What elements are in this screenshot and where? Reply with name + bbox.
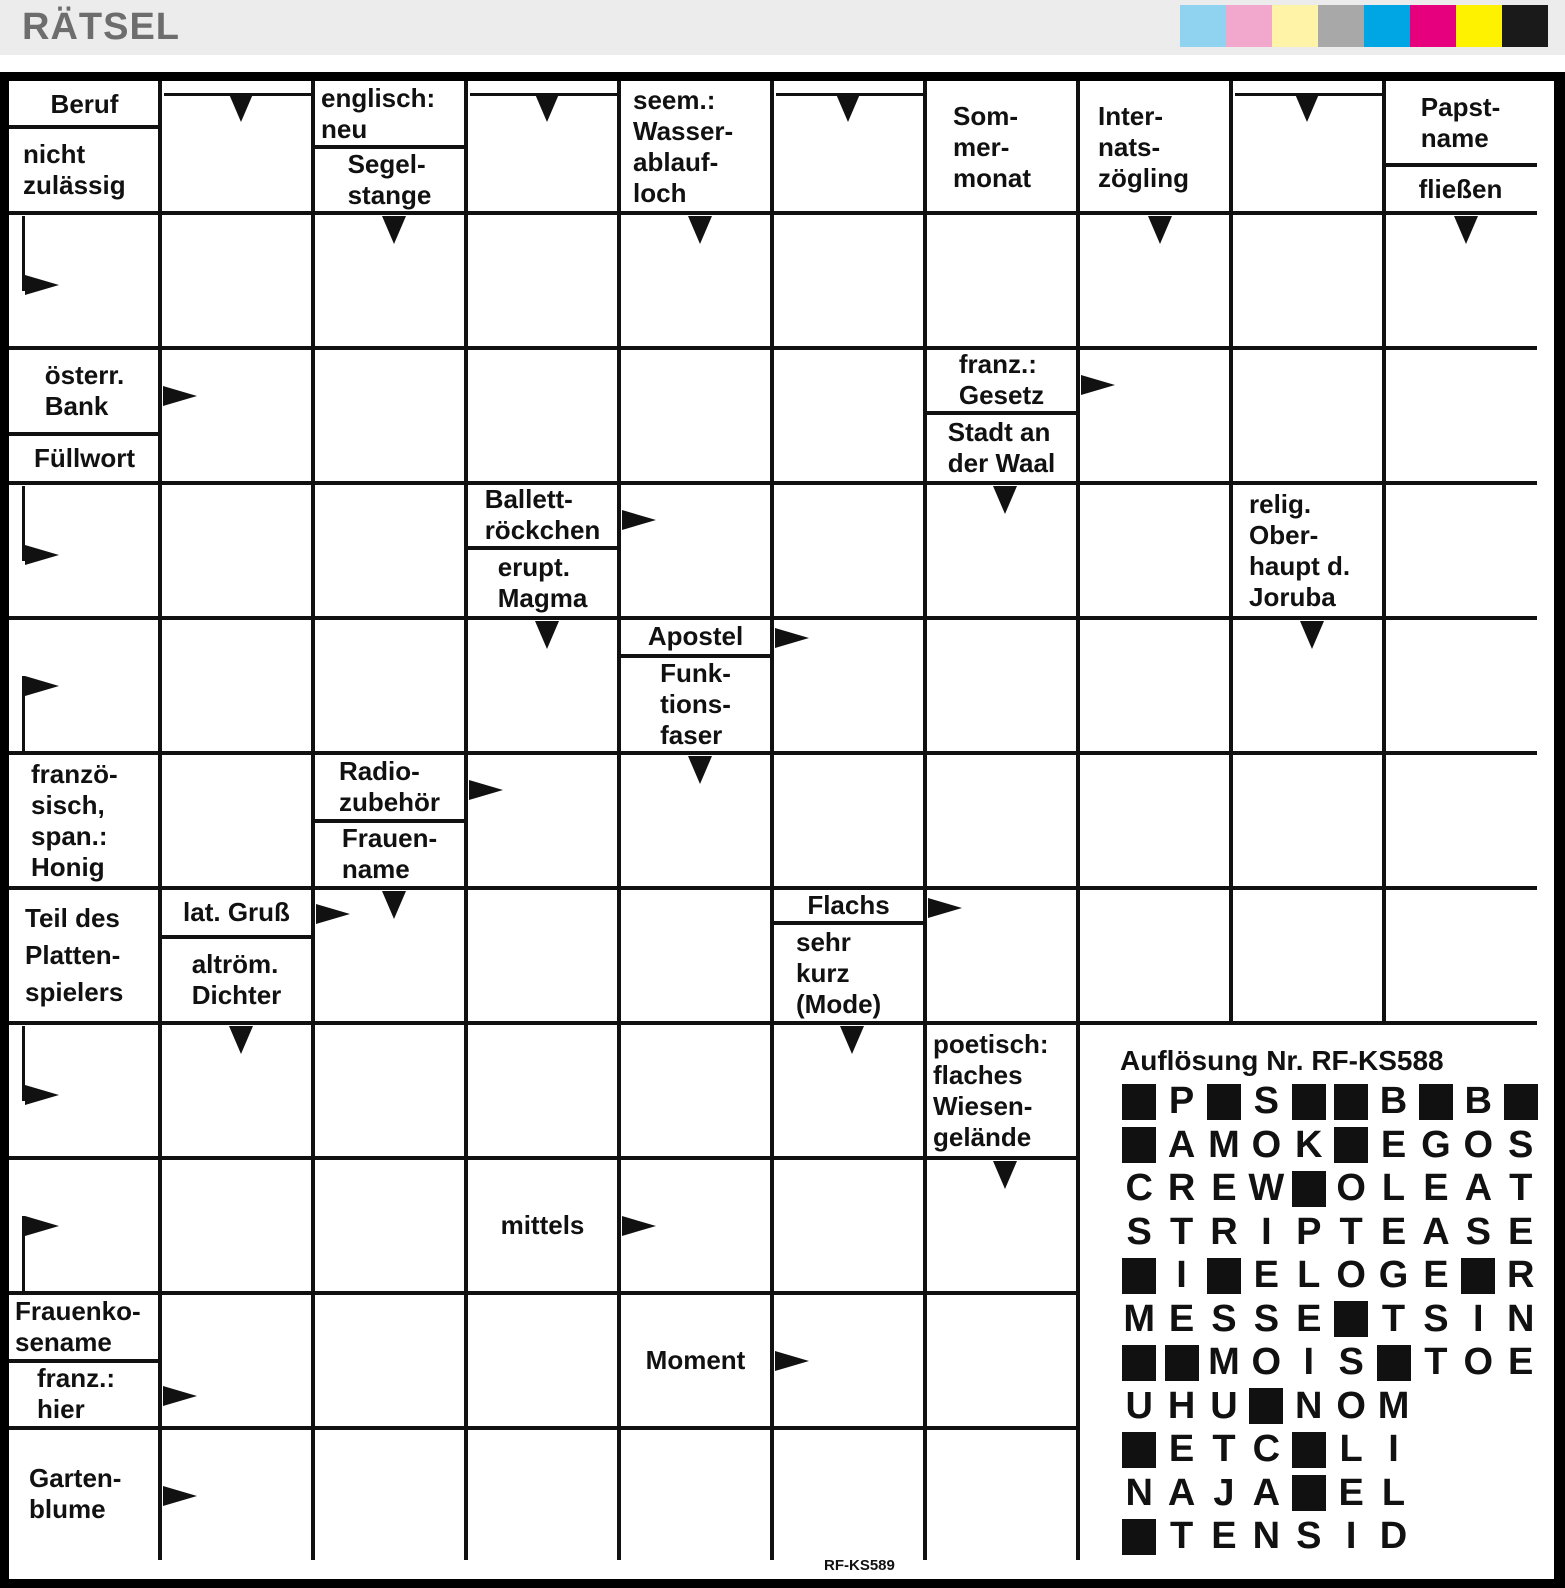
solution-letter: O <box>1463 1123 1494 1166</box>
clue-cell: poetisch: flaches Wiesen- gelände <box>933 1028 1049 1152</box>
color-swatch <box>1318 5 1364 47</box>
solution-letter: E <box>1338 1471 1364 1514</box>
solution-letter: G <box>1421 1123 1451 1166</box>
arrow-down-icon <box>1148 216 1172 244</box>
clue-cell: Segel- stange <box>347 149 432 210</box>
grid-line-vertical <box>1076 81 1080 1560</box>
arrow-right-icon <box>25 275 59 295</box>
arrow-right-icon <box>25 1216 59 1236</box>
clue-cell: Garten- blume <box>29 1463 122 1524</box>
arrow-right-icon <box>163 386 197 406</box>
arrow-right-icon <box>622 510 656 530</box>
solution-black-square <box>1292 1171 1326 1207</box>
solution-letter: S <box>1508 1123 1534 1166</box>
solution-letter: A <box>1464 1167 1493 1210</box>
solution-letter: G <box>1378 1254 1409 1297</box>
arrow-right-icon <box>316 904 350 924</box>
color-swatch <box>1364 5 1410 47</box>
solution-black-square <box>1207 1084 1241 1120</box>
solution-black-square <box>1122 1258 1156 1294</box>
solution-black-square <box>1292 1084 1326 1120</box>
color-swatch <box>1180 5 1226 47</box>
grid-line-horizontal <box>9 1021 1537 1025</box>
arrow-right-icon <box>25 545 59 565</box>
arrow-down-icon <box>382 891 406 919</box>
solution-letter: A <box>1422 1210 1450 1253</box>
color-swatch <box>1502 5 1548 47</box>
solution-letter: A <box>1167 1471 1196 1514</box>
solution-letter: N <box>1252 1515 1281 1558</box>
solution-letter: A <box>1252 1471 1281 1514</box>
solution-letter: U <box>1125 1384 1153 1427</box>
solution-black-square <box>1122 1345 1156 1381</box>
arrow-right-icon <box>163 1386 197 1406</box>
solution-letter: E <box>1168 1428 1195 1471</box>
clue-cell: Radio- zubehör <box>338 755 441 817</box>
arrow-right-icon <box>928 898 962 918</box>
solution-black-square <box>1122 1084 1156 1120</box>
arrow-right-icon <box>469 780 503 800</box>
solution-letter: M <box>1377 1384 1410 1427</box>
solution-letter: I <box>1303 1341 1314 1384</box>
solution-letter: T <box>1424 1341 1448 1384</box>
arrow-down-icon <box>535 94 559 122</box>
clue-cell: seem.: Wasser- ablauf- loch <box>633 85 734 208</box>
solution-letter: S <box>1211 1297 1237 1340</box>
clue-cell: Som- mer- monat <box>953 100 1031 193</box>
solution-letter: E <box>1253 1254 1280 1297</box>
puzzle-code: RF-KS589 <box>824 1557 895 1574</box>
solution-letter: P <box>1296 1210 1322 1253</box>
solution-letter: T <box>1169 1210 1194 1253</box>
arrow-down-icon <box>836 94 860 122</box>
solution-letter: R <box>1506 1254 1535 1297</box>
solution-letter: S <box>1338 1341 1364 1384</box>
solution-letter: K <box>1295 1123 1323 1166</box>
solution-letter: B <box>1379 1080 1408 1123</box>
arrow-down-icon <box>1300 621 1324 649</box>
color-swatch <box>1410 5 1456 47</box>
clue-cell: nicht zulässig <box>23 139 126 201</box>
clue-cell: Teil des Platten- spielers <box>25 903 124 1007</box>
clue-cell: mittels <box>500 1210 585 1240</box>
clue-cell: Funk- tions- faser <box>660 657 731 750</box>
arrow-right-icon <box>775 628 809 648</box>
solution-black-square <box>1377 1345 1411 1381</box>
color-swatch <box>1226 5 1272 47</box>
solution-letter: E <box>1380 1123 1407 1166</box>
grid-line-vertical <box>1229 81 1233 1023</box>
clue-cell: Frauen- name <box>341 823 438 885</box>
solution-letter: O <box>1251 1123 1282 1166</box>
solution-black-square <box>1122 1432 1156 1468</box>
solution-letter: E <box>1211 1167 1237 1210</box>
solution-letter: R <box>1167 1167 1196 1210</box>
solution-grid <box>1118 1080 1542 1559</box>
clue-cell: Ballett- röckchen <box>484 484 601 546</box>
solution-title: Auflösung Nr. RF-KS588 <box>1120 1045 1444 1076</box>
solution-letter: A <box>1167 1123 1196 1166</box>
solution-black-square <box>1122 1519 1156 1555</box>
solution-row <box>1118 1341 1542 1385</box>
grid-line-horizontal <box>9 1426 1078 1430</box>
solution-letter: E <box>1508 1210 1534 1253</box>
solution-black-square <box>1207 1258 1241 1294</box>
clue-cell: Beruf <box>50 88 119 119</box>
clue-cell: relig. Ober- haupt d. Joruba <box>1249 488 1351 612</box>
solution-letter: I <box>1473 1297 1484 1340</box>
solution-letter: M <box>1208 1123 1240 1166</box>
arrow-down-icon <box>535 621 559 649</box>
solution-letter: I <box>1261 1210 1272 1253</box>
solution-row <box>1118 1298 1542 1342</box>
grid-line-vertical <box>617 81 621 1560</box>
grid-line-horizontal <box>9 346 1537 350</box>
arrow-right-icon <box>25 676 59 696</box>
solution-letter: O <box>1336 1167 1366 1210</box>
clue-cell: fließen <box>1418 173 1503 204</box>
solution-row <box>1118 1211 1542 1255</box>
solution-letter: U <box>1210 1384 1238 1427</box>
clue-cell: Flachs <box>807 890 890 921</box>
header-bar <box>0 0 1565 55</box>
solution-letter: O <box>1336 1384 1366 1427</box>
solution-letter: S <box>1126 1210 1152 1253</box>
grid-line-horizontal <box>9 616 1537 620</box>
solution-letter: C <box>1125 1167 1153 1210</box>
arrow-right-icon <box>775 1351 809 1371</box>
solution-letter: S <box>1253 1297 1280 1340</box>
clue-cell: erupt. Magma <box>497 551 588 613</box>
solution-letter: O <box>1336 1254 1366 1297</box>
solution-row <box>1118 1515 1542 1559</box>
solution-letter: T <box>1169 1515 1194 1558</box>
arrow-down-icon <box>1295 94 1319 122</box>
solution-letter: N <box>1295 1384 1323 1427</box>
arrow-down-icon <box>229 94 253 122</box>
page-title: RÄTSEL <box>22 6 180 48</box>
solution-letter: S <box>1465 1210 1491 1253</box>
solution-letter: L <box>1381 1167 1406 1210</box>
solution-letter: N <box>1125 1471 1153 1514</box>
clue-cell: Frauenko- sename <box>15 1295 141 1357</box>
solution-letter: O <box>1463 1341 1494 1384</box>
solution-letter: E <box>1507 1341 1534 1384</box>
solution-letter: I <box>1176 1254 1187 1297</box>
solution-row <box>1118 1428 1542 1472</box>
solution-letter: R <box>1210 1210 1238 1253</box>
solution-letter: E <box>1168 1297 1195 1340</box>
solution-row <box>1118 1167 1542 1211</box>
clue-cell: franz.: Gesetz <box>958 349 1045 411</box>
solution-letter: L <box>1297 1254 1321 1297</box>
clue-cell: Apostel <box>647 621 744 652</box>
clue-cell: Füllwort <box>33 443 136 474</box>
solution-letter: E <box>1423 1167 1449 1210</box>
solution-row <box>1118 1385 1542 1429</box>
solution-letter: E <box>1423 1254 1449 1297</box>
solution-black-square <box>1122 1127 1156 1163</box>
solution-black-square <box>1461 1258 1495 1294</box>
solution-black-square <box>1334 1084 1368 1120</box>
solution-black-square <box>1504 1084 1538 1120</box>
arrow-down-icon <box>993 1161 1017 1189</box>
arrow-down-icon <box>840 1026 864 1054</box>
solution-letter: J <box>1213 1471 1235 1514</box>
solution-letter: D <box>1379 1515 1408 1558</box>
clue-cell: österr. Bank <box>44 360 125 422</box>
solution-letter: B <box>1464 1080 1492 1123</box>
grid-line-horizontal <box>9 1291 1078 1295</box>
grid-line-vertical <box>770 81 774 1560</box>
solution-black-square <box>1419 1084 1453 1120</box>
solution-letter: T <box>1509 1167 1533 1210</box>
solution-letter: T <box>1339 1210 1363 1253</box>
grid-line-horizontal <box>9 751 1537 755</box>
solution-letter: I <box>1388 1428 1399 1471</box>
solution-letter: S <box>1296 1515 1322 1558</box>
solution-letter: I <box>1345 1515 1357 1558</box>
solution-row <box>1118 1254 1542 1298</box>
solution-letter: T <box>1381 1297 1406 1340</box>
clue-cell: franzö- sisch, span.: Honig <box>31 758 118 882</box>
clue-cell: Papst- name <box>1420 92 1501 154</box>
solution-black-square <box>1292 1432 1326 1468</box>
arrow-right-icon <box>25 1085 59 1105</box>
arrow-right-icon <box>622 1216 656 1236</box>
arrow-down-icon <box>382 216 406 244</box>
clue-cell: Inter- nats- zögling <box>1098 100 1189 193</box>
arrow-right-icon <box>163 1486 197 1506</box>
solution-black-square <box>1334 1301 1368 1337</box>
clue-cell: altröm. Dichter <box>191 948 282 1010</box>
clue-cell: englisch: neu <box>321 83 436 144</box>
grid-line-vertical <box>1382 81 1386 1023</box>
solution-black-square <box>1334 1127 1368 1163</box>
solution-letter: S <box>1253 1080 1280 1123</box>
solution-letter: E <box>1380 1210 1407 1253</box>
solution-letter: C <box>1252 1428 1281 1471</box>
color-swatch <box>1272 5 1318 47</box>
solution-letter: E <box>1296 1297 1322 1340</box>
arrow-down-icon <box>1454 216 1478 244</box>
arrow-right-icon <box>1081 375 1115 395</box>
solution-row <box>1118 1124 1542 1168</box>
color-calibration-bar <box>1180 5 1548 47</box>
arrow-down-icon <box>688 216 712 244</box>
solution-letter: N <box>1506 1297 1535 1340</box>
solution-letter: O <box>1251 1341 1282 1384</box>
solution-letter: E <box>1211 1515 1237 1558</box>
clue-cell: Moment <box>645 1345 746 1375</box>
solution-row <box>1118 1472 1542 1516</box>
solution-letter: S <box>1423 1297 1449 1340</box>
arrow-down-icon <box>993 486 1017 514</box>
clue-cell: franz.: hier <box>37 1363 115 1425</box>
clue-cell: lat. Gruß <box>183 896 290 927</box>
clue-cell: Stadt an der Waal <box>947 416 1056 478</box>
arrow-down-icon <box>688 756 712 784</box>
solution-row <box>1118 1080 1542 1124</box>
color-swatch <box>1456 5 1502 47</box>
solution-black-square <box>1292 1475 1326 1511</box>
grid-line-vertical <box>158 81 162 1560</box>
solution-letter: L <box>1381 1471 1406 1514</box>
clue-cell: sehr kurz (Mode) <box>796 926 882 1019</box>
solution-letter: T <box>1212 1428 1236 1471</box>
solution-letter: M <box>1123 1297 1156 1340</box>
solution-letter: H <box>1167 1384 1196 1427</box>
solution-letter: L <box>1339 1428 1363 1471</box>
solution-letter: W <box>1248 1167 1285 1210</box>
solution-letter: M <box>1208 1341 1240 1384</box>
solution-black-square <box>1249 1388 1283 1424</box>
solution-letter: P <box>1168 1080 1195 1123</box>
arrow-down-icon <box>229 1026 253 1054</box>
grid-line-horizontal <box>9 211 1537 215</box>
solution-black-square <box>1165 1345 1199 1381</box>
grid-line-vertical <box>923 81 927 1560</box>
